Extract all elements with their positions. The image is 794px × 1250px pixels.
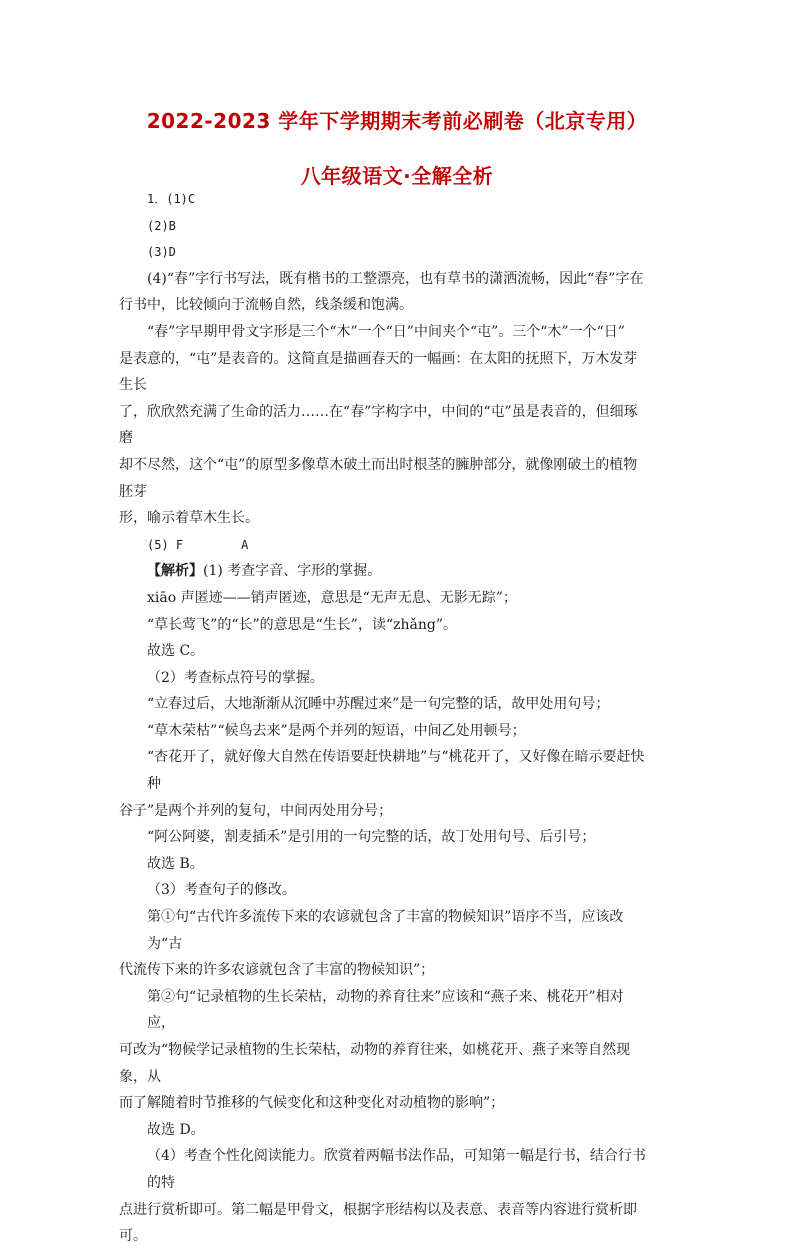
analysis-line: 而了解随着时节推移的气候变化和这种变化对动植物的影响”； xyxy=(119,1095,505,1112)
answer-line: “春”字早期甲骨文字形是三个“木”一个“日”中间夹个“屯”。三个“木”一个“日” xyxy=(147,323,625,340)
analysis-line: 故选 C。 xyxy=(147,643,205,660)
analysis-line: 可改为“物候学记录植物的生长荣枯，动物的养育往来，如桃花开、燕子来等自然现象，从 xyxy=(119,1042,631,1085)
answer-line: 了，欣欣然充满了生命的活力……在“春”字构字中，中间的“屯”虽是表音的，但细琢磨 xyxy=(119,403,638,447)
document-body xyxy=(119,186,649,1250)
answer-line: (2)B xyxy=(147,218,176,233)
analysis-line: 第②句“记录植物的生长荣枯，动物的养育往来”应该和“燕子来、桃花开”相对应， xyxy=(147,988,624,1032)
analysis-line: 故选 D。 xyxy=(147,1121,205,1138)
analysis-line: 谷子”是两个并列的复句，中间丙处用分号； xyxy=(119,802,393,819)
answer-line: 是表意的，“屯”是表音的。这简直是描画春天的一幅画：在太阳的抚照下，万木发芽生长 xyxy=(119,350,638,394)
answer-line: (4)“春”字行书写法，既有楷书的工整漂亮，也有草书的潇洒流畅，因此“春”字在 xyxy=(147,270,644,287)
analysis-heading: （2）考查标点符号的掌握。 xyxy=(147,669,324,686)
analysis-line: 点进行赏析即可。第二幅是甲骨文，根据字形结构以及表意、表音等内容进行赏析即可。 xyxy=(119,1201,637,1245)
analysis-label: 【解析】 xyxy=(147,563,203,580)
analysis-line: xiāo 声匿迹——销声匿迹，意思是“无声无息、无影无踪”； xyxy=(147,589,517,606)
analysis-line: “立春过后，大地渐渐从沉睡中苏醒过来”是一句完整的话，故甲处用句号； xyxy=(147,696,610,713)
answer-line: 行书中，比较倾向于流畅自然，线条缓和饱满。 xyxy=(119,297,413,314)
answer-value: A xyxy=(241,537,249,552)
answer-label: (5) F xyxy=(147,537,184,552)
analysis-line: “阿公阿婆，割麦插禾”是引用的一句完整的话，故丁处用句号、后引号； xyxy=(147,829,596,846)
analysis-line: 代流传下来的许多农谚就包含了丰富的物候知识”； xyxy=(119,962,435,979)
analysis-line: “草长莺飞”的“长”的意思是“生长”，读“zhǎng”。 xyxy=(147,616,457,633)
analysis-line: “杏花开了，就好像大自然在传语要赶快耕地”与“桃花开了，又好像在暗示要赶快种 xyxy=(147,749,645,793)
answer-line: 1．(1)C xyxy=(147,192,196,206)
analysis-line: 第①句“古代许多流传下来的农谚就包含了丰富的物候知识”语序不当，应该改为“古 xyxy=(147,909,624,952)
answer-line: (3)D xyxy=(147,245,176,260)
analysis-heading: (1) 考查字音、字形的掌握。 xyxy=(203,563,382,580)
analysis-line xyxy=(147,558,649,585)
analysis-line: 故选 B。 xyxy=(147,855,204,872)
document-title: 2022-2023 学年下学期期末考前必刷卷（北京专用） xyxy=(146,109,648,133)
analysis-line: （4）考查个性化阅读能力。欣赏着两幅书法作品，可知第一幅是行书，结合行书的特 xyxy=(147,1148,646,1191)
document-subtitle: 八年级语文·全解全析 xyxy=(300,164,494,188)
answer-line: 形，喻示着草木生长。 xyxy=(119,510,259,527)
analysis-line: “草木荣枯”“候鸟去来”是两个并列的短语，中间乙处用顿号； xyxy=(147,722,526,739)
answer-line: 却不尽然，这个“屯”的原型多像草木破土而出时根茎的臃肿部分，就像刚破土的植物胚芽 xyxy=(119,456,638,500)
answer-line xyxy=(147,532,649,559)
analysis-heading: （3）考查句子的修改。 xyxy=(147,882,296,899)
